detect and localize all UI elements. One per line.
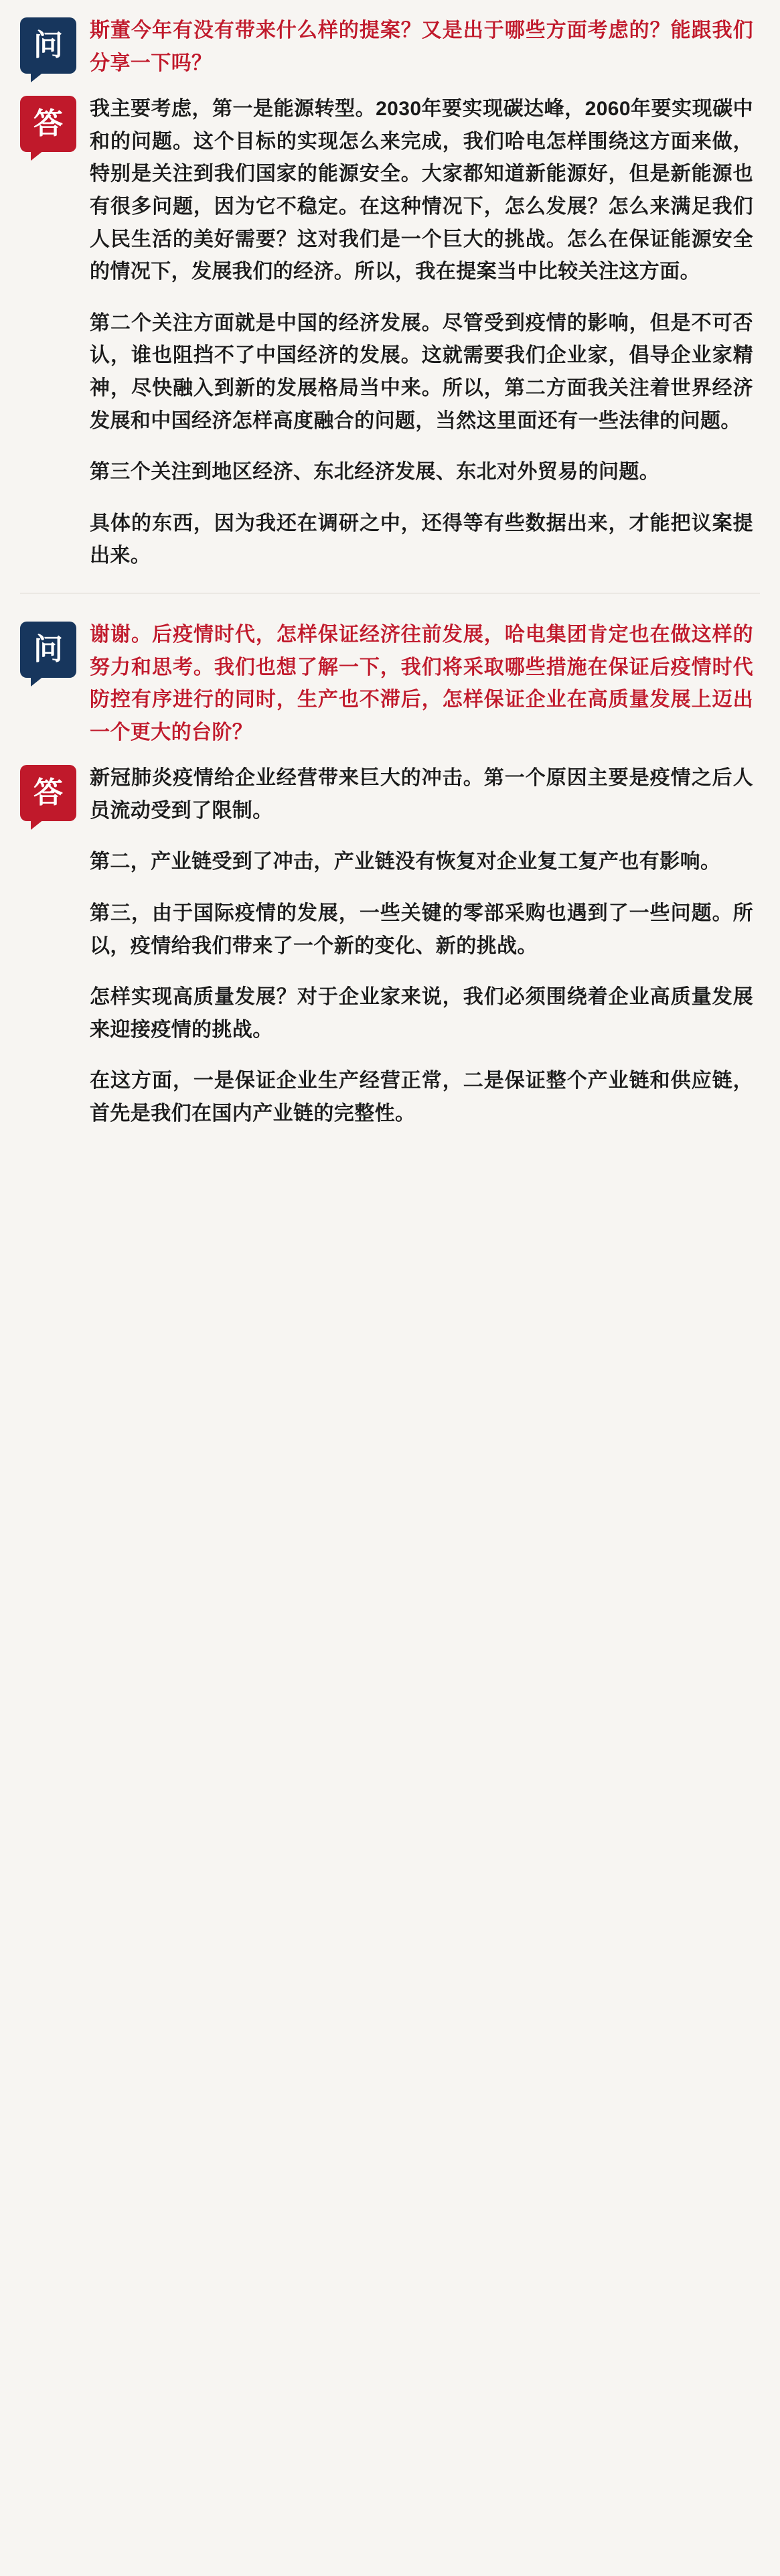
- paragraph: 我主要考虑，第一是能源转型。2030年要实现碳达峰，2060年要实现碳中和的问题。这个目标的实现怎么来完成，我们哈电怎样围绕这方面来做，特别是关注到我们国家的能源安全。大家都知道新能源好，但是新能源也有很多问题，因为它不稳定。在这种情况下，怎么发展？怎么来满足我们人民生活的美好需要？这对我们是一个巨大的挑战。怎么在保证能源安全的情况下，发展我们的经济。所以，我在提案当中比较关注这方面。: [90, 98, 753, 283]
- paragraph: 在这方面，一是保证企业生产经营正常，二是保证整个产业链和供应链，首先是我们在国内产业链的完整性。: [90, 1070, 753, 1125]
- question-badge-icon: 问: [20, 622, 76, 678]
- answer-text-1: [90, 93, 753, 573]
- answer-text-2: [90, 762, 753, 1130]
- badge-column: [20, 93, 90, 152]
- qa-block-answer-2: [0, 756, 780, 1146]
- paragraph: 怎样实现高质量发展？对于企业家来说，我们必须围绕着企业高质量发展来迎接疫情的挑战。: [90, 986, 753, 1041]
- question-text-1: [90, 15, 753, 80]
- question-text-2: [90, 619, 753, 749]
- badge-column: [20, 15, 90, 74]
- spacer: [0, 593, 780, 604]
- answer-badge-icon: 答: [20, 96, 76, 152]
- paragraph: 谢谢。后疫情时代，怎样保证经济往前发展，哈电集团肯定也在做这样的努力和思考。我们也想了解一下，我们将采取哪些措施在保证后疫情时代防控有序进行的同时，生产也不滞后，怎样保证企业在高质量发展上迈出一个更大的台阶？: [90, 623, 753, 743]
- paragraph: 新冠肺炎疫情给企业经营带来巨大的冲击。第一个原因主要是疫情之后人员流动受到了限制。: [90, 767, 753, 822]
- paragraph: 第三个关注到地区经济、东北经济发展、东北对外贸易的问题。: [90, 461, 660, 484]
- paragraph: 第三，由于国际疫情的发展，一些关键的零部采购也遇到了一些问题。所以，疫情给我们带来了一个新的变化、新的挑战。: [90, 902, 753, 957]
- badge-column: [20, 619, 90, 678]
- paragraph: 具体的东西，因为我还在调研之中，还得等有些数据出来，才能把议案提出来。: [90, 512, 753, 567]
- qa-block-question-2: [0, 604, 780, 756]
- paragraph: 斯董今年有没有带来什么样的提案？又是出于哪些方面考虑的？能跟我们分享一下吗？: [90, 19, 753, 74]
- qa-block-question-1: [0, 0, 780, 86]
- paragraph: 第二，产业链受到了冲击，产业链没有恢复对企业复工复产也有影响。: [90, 851, 721, 873]
- badge-column: [20, 762, 90, 821]
- qa-block-answer-1: [0, 86, 780, 589]
- question-badge-icon: 问: [20, 17, 76, 74]
- answer-badge-icon: 答: [20, 765, 76, 821]
- paragraph: 第二个关注方面就是中国的经济发展。尽管受到疫情的影响，但是不可否认，谁也阻挡不了中国经济的发展。这就需要我们企业家，倡导企业家精神，尽快融入到新的发展格局当中来。所以，第二方面我关注着世界经济发展和中国经济怎样高度融合的问题，当然这里面还有一些法律的问题。: [90, 311, 753, 432]
